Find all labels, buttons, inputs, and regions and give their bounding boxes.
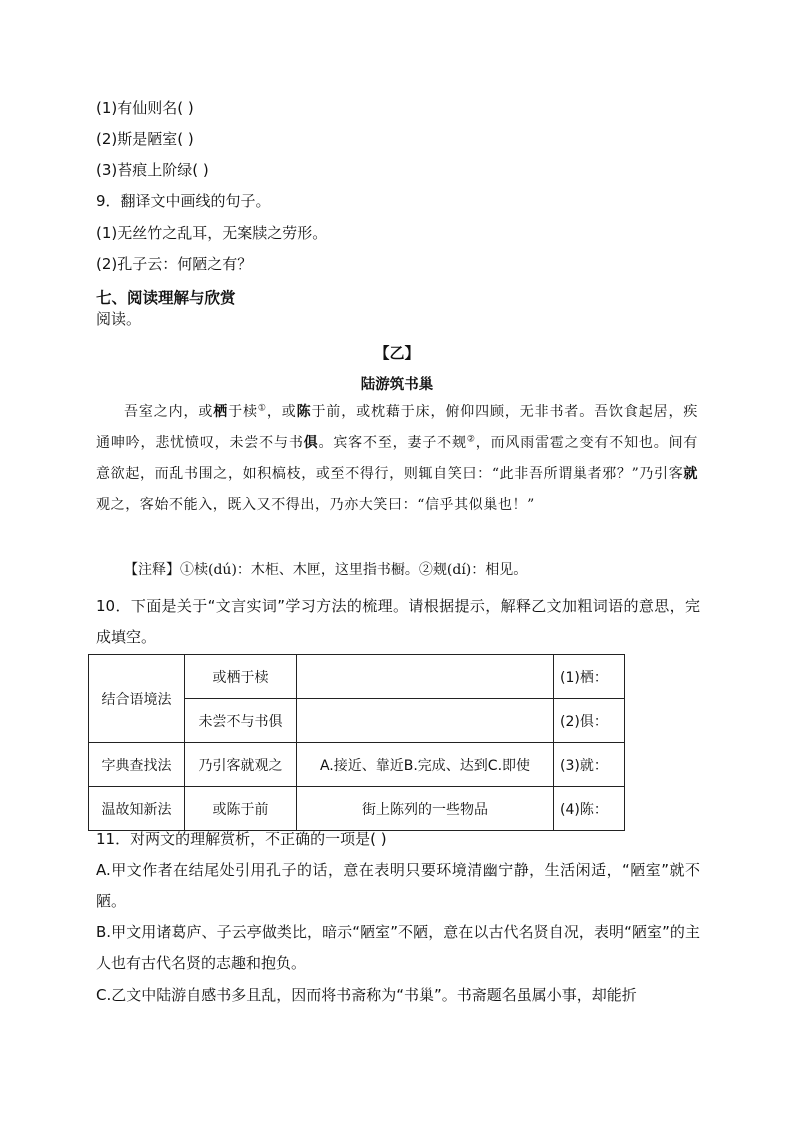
answer-cell[interactable]: (3)就： (554, 743, 625, 787)
question-8-item-3: (3)苔痕上阶绿( ) (96, 161, 209, 179)
table-row (89, 743, 625, 787)
example-cell: 乃引客就观之 (185, 743, 297, 787)
passage-body: 吾室之内，或栖于椟①，或陈于前，或枕藉于床，俯仰四顾，无非书者。吾饮食起居，疾通呻吟，悲忧愤叹，未尝不与书俱。宾客不至，妻子不觌②，而风雨雷雹之变有不知也。间有意欲起，而乱书围之，如积槁枝，或至不得行，则辄自笑曰：“此非吾所谓巢者邪？”乃引客就观之，客始不能入，既入又不得出，乃亦大笑曰：“信乎其似巢也！” (96, 403, 699, 513)
answer-cell[interactable]: (2)俱： (554, 699, 625, 743)
answer-cell[interactable]: (1)栖： (554, 655, 625, 699)
bold-word-jiu: 就 (683, 466, 698, 482)
bold-word-qi: 栖 (213, 404, 229, 420)
question-10: 10．下面是关于“文言实词”学习方法的梳理。请根据提示，解释乙文加粗词语的意思，完成填空。 (96, 597, 700, 646)
hint-cell: A.接近、靠近B.完成、达到C.即使 (297, 743, 554, 787)
question-11: 11．对两文的理解赏析，不正确的一项是( ) (96, 830, 387, 848)
hint-cell (297, 699, 554, 743)
hint-cell: 街上陈列的一些物品 (297, 787, 554, 831)
bold-word-ju: 俱 (303, 435, 319, 451)
question-8-item-1: (1)有仙则名( ) (96, 99, 194, 117)
section-title: 七、阅读理解与欣赏 (96, 289, 236, 307)
hint-cell (297, 655, 554, 699)
method-cell: 字典查找法 (89, 743, 185, 787)
method-cell: 结合语境法 (89, 655, 185, 743)
question-9-item-1: (1)无丝竹之乱耳，无案牍之劳形。 (96, 224, 328, 242)
option-b[interactable]: B.甲文用诸葛庐、子云亭做类比，暗示“陋室”不陋，意在以古代名贤自况，表明“陋室”的主人也有古代名贤的志趣和抱负。 (96, 923, 700, 972)
passage-label: 【乙】 (374, 344, 420, 362)
method-cell: 温故知新法 (89, 787, 185, 831)
example-cell: 未尝不与书俱 (185, 699, 297, 743)
example-cell: 或陈于前 (185, 787, 297, 831)
example-cell: 或栖于椟 (185, 655, 297, 699)
question-9: 9．翻译文中画线的句子。 (96, 192, 271, 210)
question-8-item-2: (2)斯是陋室( ) (96, 130, 194, 148)
answer-cell[interactable]: (4)陈： (554, 787, 625, 831)
bold-word-chen: 陈 (296, 404, 312, 420)
method-table (88, 654, 625, 831)
table-row (89, 787, 625, 831)
question-9-item-2: (2)孔子云：何陋之有？ (96, 255, 253, 273)
table-row (89, 655, 625, 699)
option-c[interactable]: C.乙文中陆游自感书多且乱，因而将书斋称为“书巢”。书斋题名虽属小事，却能折 (96, 986, 637, 1004)
read-label: 阅读。 (96, 310, 142, 328)
annotation: 【注释】①椟(dú)：木柜、木匣，这里指书橱。②觌(dí)：相见。 (124, 562, 528, 578)
passage-title: 陆游筑书巢 (360, 376, 434, 393)
option-a[interactable]: A.甲文作者在结尾处引用孔子的话，意在表明只要环境清幽宁静，生活闲适，“陋室”就不陋。 (96, 861, 700, 910)
